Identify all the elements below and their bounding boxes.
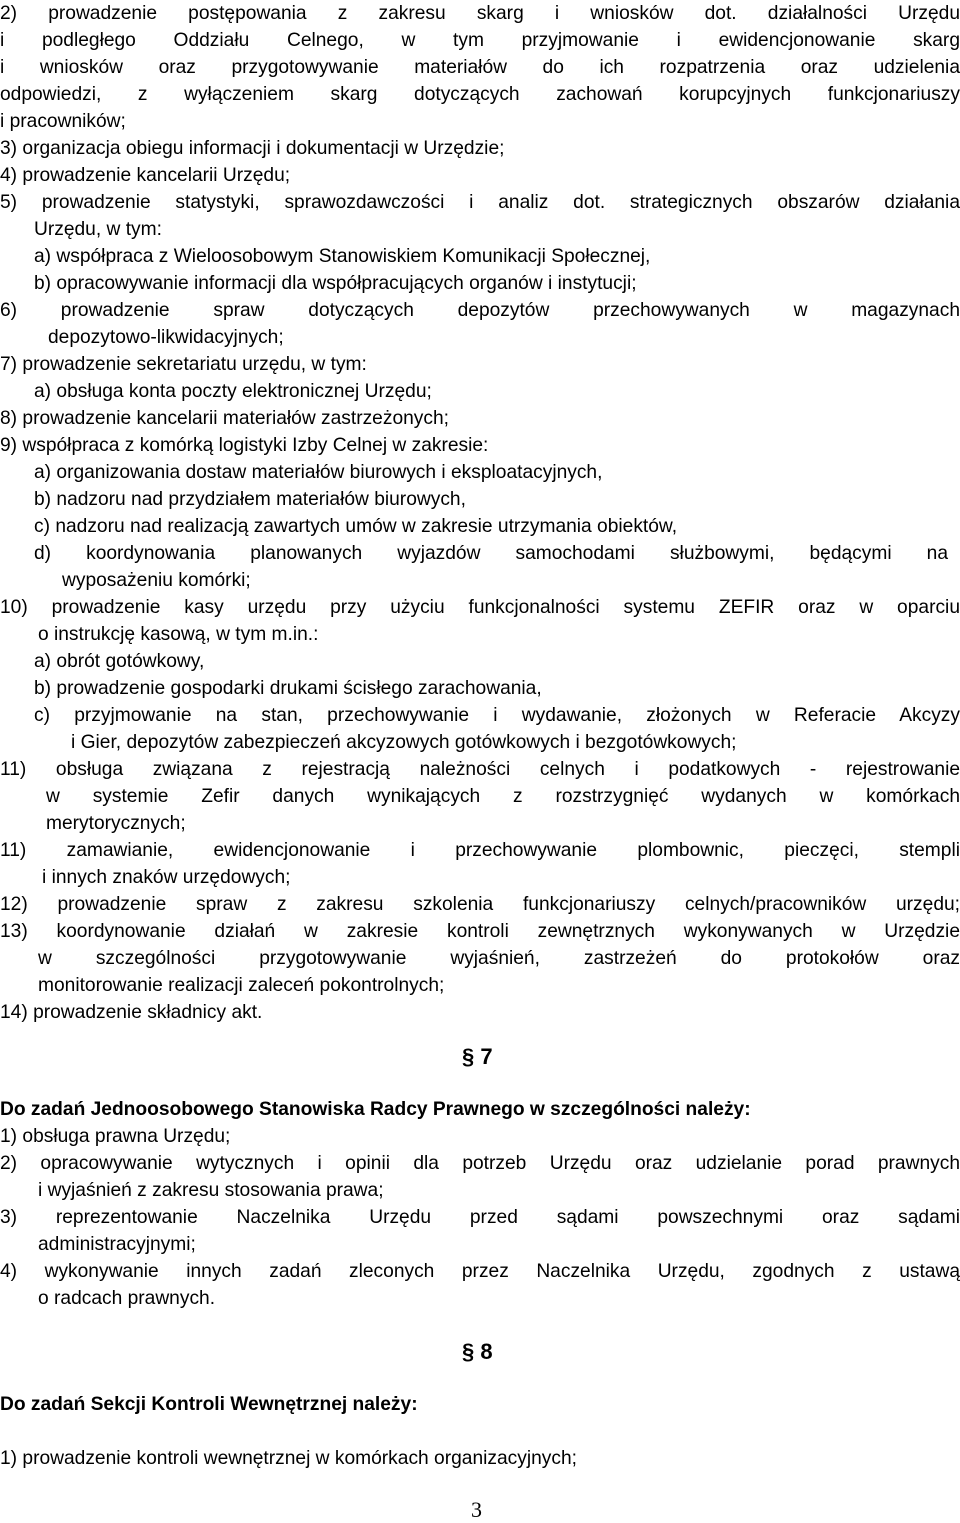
list-item: 1) obsługa prawna Urzędu; bbox=[0, 1126, 231, 1147]
list-item-continuation: merytorycznych; bbox=[46, 813, 186, 834]
list-item: 14) prowadzenie składnicy akt. bbox=[0, 1002, 263, 1023]
list-item-continuation: Urzędu, w tym: bbox=[34, 219, 162, 240]
list-item: 11) zamawianie, ewidencjonowanie i przechowywanie plombownic, pieczęci, stempli bbox=[0, 840, 960, 861]
sub-list-item-continuation: i Gier, depozytów zabezpieczeń akcyzowych gotówkowych i bezgotówkowych; bbox=[71, 732, 737, 753]
list-item: 3) reprezentowanie Naczelnika Urzędu przed sądami powszechnymi oraz sądami bbox=[0, 1207, 960, 1228]
page-number: 3 bbox=[471, 1497, 482, 1522]
list-item-continuation: monitorowanie realizacji zaleceń pokontrolnych; bbox=[38, 975, 445, 996]
list-item: 7) prowadzenie sekretariatu urzędu, w tym: bbox=[0, 354, 367, 375]
list-item-continuation: w systemie Zefir danych wynikających z rozstrzygnięć wydanych w komórkach bbox=[46, 786, 960, 807]
list-item: 13) koordynowanie działań w zakresie kontroli zewnętrznych wykonywanych w Urzędzie bbox=[0, 921, 960, 942]
list-item-continuation: administracyjnymi; bbox=[38, 1234, 196, 1255]
list-item: 11) obsługa związana z rejestracją należności celnych i podatkowych - rejestrowanie bbox=[0, 759, 960, 780]
list-item: 12) prowadzenie spraw z zakresu szkolenia funkcjonariuszy celnych/pracowników urzędu; bbox=[0, 894, 960, 915]
list-item-continuation: i wyjaśnień z zakresu stosowania prawa; bbox=[38, 1180, 384, 1201]
list-item: 4) prowadzenie kancelarii Urzędu; bbox=[0, 165, 291, 186]
list-item: 8) prowadzenie kancelarii materiałów zastrzeżonych; bbox=[0, 408, 449, 429]
list-item: 5) prowadzenie statystyki, sprawozdawczości i analiz dot. strategicznych obszarów działania bbox=[0, 192, 960, 213]
sub-list-item: b) nadzoru nad przydziałem materiałów biurowych, bbox=[34, 489, 466, 510]
paragraph-line: i podległego Oddziału Celnego, w tym przyjmowanie i ewidencjonowanie skarg bbox=[0, 30, 960, 51]
sub-list-item: c) nadzoru nad realizacją zawartych umów w zakresie utrzymania obiektów, bbox=[34, 516, 678, 537]
section-number: § 8 bbox=[462, 1339, 493, 1364]
list-item: 1) prowadzenie kontroli wewnętrznej w komórkach organizacyjnych; bbox=[0, 1448, 577, 1469]
list-item-continuation: depozytowo-likwidacyjnych; bbox=[48, 327, 284, 348]
sub-list-item: a) współpraca z Wieloosobowym Stanowiskiem Komunikacji Społecznej, bbox=[34, 246, 651, 267]
section-number: § 7 bbox=[462, 1044, 493, 1069]
list-item-continuation: o instrukcję kasową, w tym m.in.: bbox=[38, 624, 319, 645]
paragraph-line: i pracowników; bbox=[0, 111, 126, 132]
list-item-continuation: i innych znaków urzędowych; bbox=[42, 867, 291, 888]
sub-list-item: a) obsługa konta poczty elektronicznej Urzędu; bbox=[34, 381, 432, 402]
sub-list-item: a) obrót gotówkowy, bbox=[34, 651, 205, 672]
list-item: 10) prowadzenie kasy urzędu przy użyciu funkcjonalności systemu ZEFIR oraz w oparciu bbox=[0, 597, 960, 618]
sub-list-item: d) koordynowania planowanych wyjazdów samochodami służbowymi, będącymi na bbox=[34, 543, 948, 564]
list-item: 3) organizacja obiegu informacji i dokumentacji w Urzędzie; bbox=[0, 138, 505, 159]
list-item: 6) prowadzenie spraw dotyczących depozytów przechowywanych w magazynach bbox=[0, 300, 960, 321]
sub-list-item: a) organizowania dostaw materiałów biurowych i eksploatacyjnych, bbox=[34, 462, 603, 483]
paragraph-line: odpowiedzi, z wyłączeniem skarg dotyczących zachowań korupcyjnych funkcjonariuszy bbox=[0, 84, 960, 105]
paragraph-line: 2) prowadzenie postępowania z zakresu skarg i wniosków dot. działalności Urzędu bbox=[0, 3, 960, 24]
list-item: 4) wykonywanie innych zadań zleconych przez Naczelnika Urzędu, zgodnych z ustawą bbox=[0, 1261, 960, 1282]
sub-list-item: b) opracowywanie informacji dla współpracujących organów i instytucji; bbox=[34, 273, 637, 294]
list-item: 9) współpraca z komórką logistyki Izby Celnej w zakresie: bbox=[0, 435, 489, 456]
list-item-continuation: o radcach prawnych. bbox=[38, 1288, 216, 1309]
section-heading: Do zadań Sekcji Kontroli Wewnętrznej należy: bbox=[0, 1394, 418, 1415]
paragraph-line: i wniosków oraz przygotowywanie materiałów do ich rozpatrzenia oraz udzielenia bbox=[0, 57, 960, 78]
section-heading: Do zadań Jednoosobowego Stanowiska Radcy Prawnego w szczególności należy: bbox=[0, 1099, 751, 1120]
sub-list-item-continuation: wyposażeniu komórki; bbox=[62, 570, 251, 591]
list-item: 2) opracowywanie wytycznych i opinii dla potrzeb Urzędu oraz udzielanie porad prawnych bbox=[0, 1153, 960, 1174]
sub-list-item: b) prowadzenie gospodarki drukami ścisłego zarachowania, bbox=[34, 678, 542, 699]
list-item-continuation: w szczególności przygotowywanie wyjaśnień, zastrzeżeń do protokołów oraz bbox=[38, 948, 960, 969]
sub-list-item: c) przyjmowanie na stan, przechowywanie i wydawanie, złożonych w Referacie Akcyzy bbox=[34, 705, 960, 726]
